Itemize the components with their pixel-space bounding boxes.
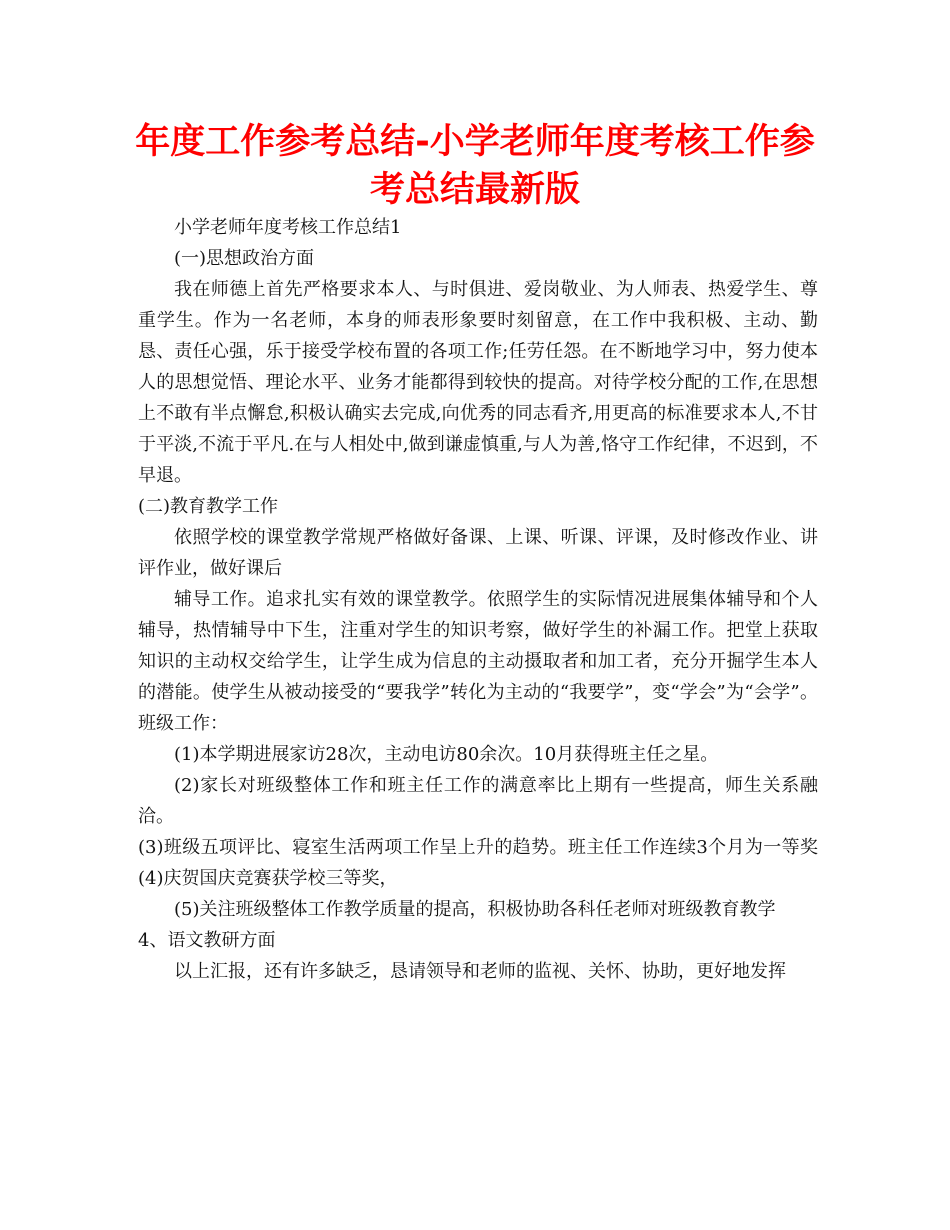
paragraph: (二)教育教学工作 [138,496,279,517]
paragraph: 依照学校的课堂教学常规严格做好备课、上课、听课、评课，及时修改作业、讲评作业，做好课后 [138,527,818,579]
document-body [138,212,818,987]
paragraph: 以上汇报，还有许多缺乏，恳请领导和老师的监视、关怀、协助，更好地发挥 [174,961,786,982]
paragraph: (3)班级五项评比、寝室生活两项工作呈上升的趋势。班主任工作连续3个月为一等奖(4)庆贺国庆竞赛获学校三等奖， [138,837,818,889]
paragraph: (1)本学期进展家访28次，主动电访80余次。10月获得班主任之星。 [174,744,719,765]
paragraph: (一)思想政治方面 [174,248,315,269]
paragraph: 4、语文教研方面 [138,930,276,951]
paragraph: 小学老师年度考核工作总结1 [174,217,402,238]
document-title: 年度工作参考总结-小学老师年度考核工作参考总结最新版 [135,122,815,210]
paragraph: (5)关注班级整体工作教学质量的提高，积极协助各科任老师对班级教育教学 [174,899,776,920]
paragraph: 辅导工作。追求扎实有效的课堂教学。依照学生的实际情况进展集体辅导和个人辅导，热情辅导中下生，注重对学生的知识考察，做好学生的补漏工作。把堂上获取知识的主动权交给学生，让学生成为信息的主动摄取者和加工者，充分开掘学生本人的潜能。使学生从被动接受的“要我学”转化为主动的“我要学”，变“学会”为“会学”。班级工作： [138,589,818,734]
paragraph: (2)家长对班级整体工作和班主任工作的满意率比上期有一些提高，师生关系融洽。 [138,775,818,827]
paragraph: 我在师德上首先严格要求本人、与时俱进、爱岗敬业、为人师表、热爱学生、尊重学生。作为一名老师，本身的师表形象要时刻留意，在工作中我积极、主动、勤恳、责任心强，乐于接受学校布置的各项工作;任劳任怨。在不断地学习中，努力使本人的思想觉悟、理论水平、业务才能都得到较快的提高。对待学校分配的工作,在思想上不敢有半点懈怠,积极认确实去完成,向优秀的同志看齐,用更高的标准要求本人,不甘于平淡,不流于平凡.在与人相处中,做到谦虚慎重,与人为善,恪守工作纪律，不迟到，不早退。 [138,279,818,486]
